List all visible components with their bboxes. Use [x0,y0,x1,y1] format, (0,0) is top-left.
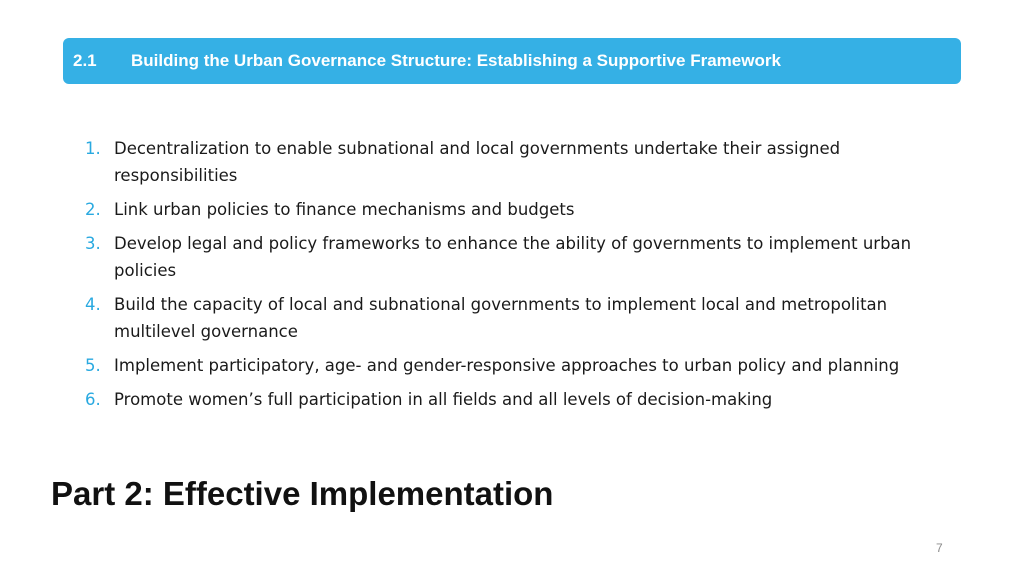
list-item [85,230,965,284]
list-item-text: Build the capacity of local and subnational governments to implement local and metropolitan multilevel governance [114,295,888,341]
list-item-number: 3. [85,234,101,253]
list-item [85,291,965,345]
numbered-list [85,135,965,420]
page-number: 7 [936,541,943,555]
list-item-text: Decentralization to enable subnational and local governments undertake their assigned responsibilities [114,139,841,185]
list-item [85,196,965,223]
part-heading: Part 2: Effective Implementation [51,475,554,512]
section-number: 2.1 [73,51,97,70]
section-banner [63,38,961,84]
list-item-text: Implement participatory, age- and gender-responsive approaches to urban policy and planning [114,356,900,375]
list-item-text: Promote women’s full participation in all fields and all levels of decision-making [114,390,773,409]
section-title: Building the Urban Governance Structure: Establishing a Supportive Framework [131,51,781,70]
list-item-number: 1. [85,139,101,158]
list-item-number: 4. [85,295,101,314]
list-item-text: Link urban policies to finance mechanisms and budgets [114,200,575,219]
list-item-number: 6. [85,390,101,409]
list-item-number: 5. [85,356,101,375]
list-item-text: Develop legal and policy frameworks to enhance the ability of governments to implement urban policies [114,234,912,280]
list-item [85,352,965,379]
list-item [85,135,965,189]
list-item-number: 2. [85,200,101,219]
list-item [85,386,965,413]
